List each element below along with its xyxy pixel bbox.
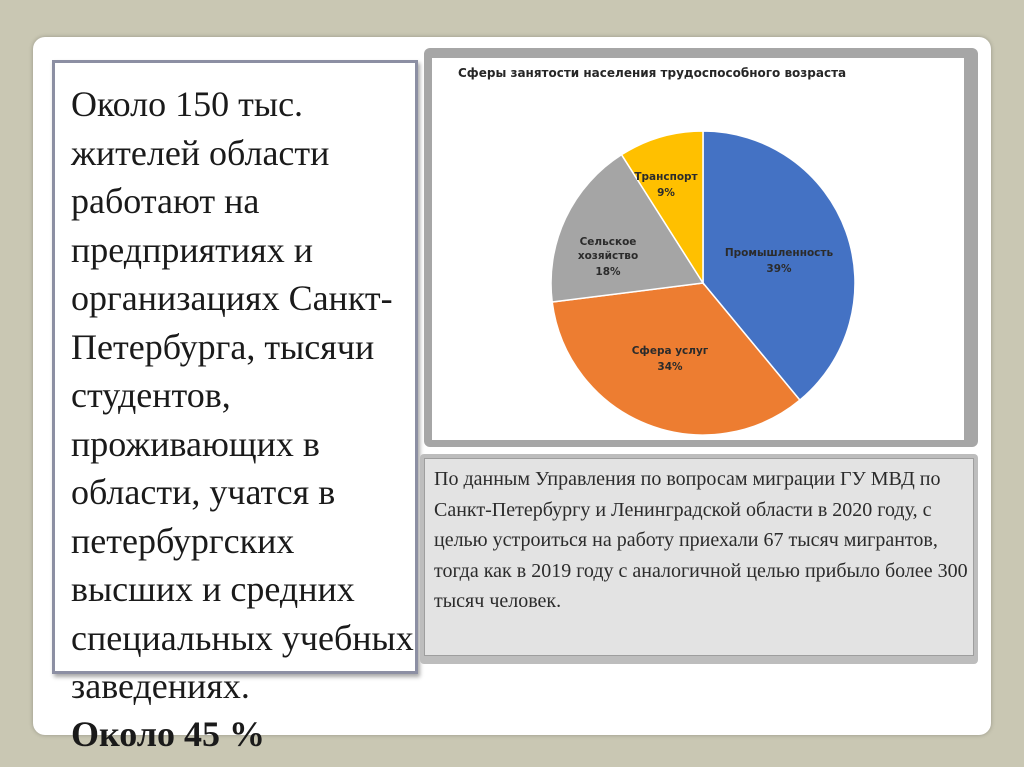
main-text-overflow: Около 45 % [71,714,265,754]
slice-value-1: 39% [766,263,792,275]
main-text: Около 150 тыс. жителей области работают на предприятиях и организациях Санкт-Петербурга, тысячи студентов, проживающих в области, учатся в петербургских высших и средних специальных учебных заведениях. [71,84,414,706]
slice-label-3: Сельское [579,236,637,248]
slice-label-4: Транспорт [634,171,698,183]
slice-label-1: Промышленность [724,247,834,259]
slice-label-2: Сфера услуг [631,345,709,357]
pie-chart [432,100,964,440]
chart-title: Сферы занятости населения трудоспособного возраста [458,66,847,80]
slice-value-2: 34% [657,361,683,373]
slice-value-3: 18% [595,266,621,278]
slice-label-3: хозяйство [577,250,639,262]
slice-value-4: 9% [657,187,675,199]
info-text: По данным Управления по вопросам миграции ГУ МВД по Санкт-Петербургу и Ленинградской области в 2020 году, с целью устроиться на работу приехали 67 тысяч мигрантов, тогда как в 2019 году с аналогичной целью прибыло более 300 тысяч человек. [434,468,968,612]
